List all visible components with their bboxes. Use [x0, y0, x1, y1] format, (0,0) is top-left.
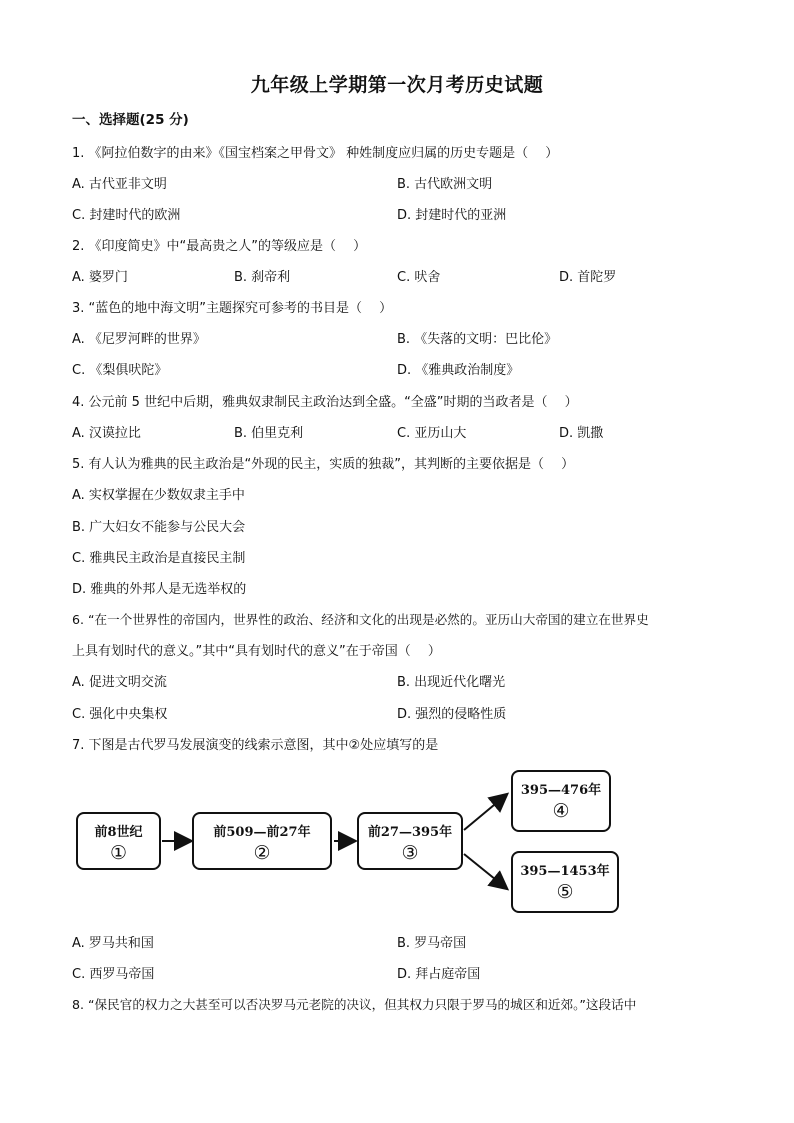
timeline-box-4: [511, 770, 611, 832]
q2-option-b: B. 刹帝利: [234, 270, 291, 285]
question-7-stem: 7. 下图是古代罗马发展演变的线索示意图，其中②处应填写的是: [72, 738, 439, 753]
q6-option-a: A. 促进文明交流: [72, 675, 167, 690]
q5-option-b: B. 广大妇女不能参与公民大会: [72, 520, 246, 535]
question-4-stem: 4. 公元前 5 世纪中后期，雅典奴隶制民主政治达到全盛。“全盛”时期的当政者是（ ）: [72, 395, 578, 410]
exam-title: 九年级上学期第一次月考历史试题: [250, 74, 544, 96]
arrow-3-to-5: [464, 854, 506, 888]
q7-option-a: A. 罗马共和国: [72, 936, 154, 951]
timeline-box-2: [192, 812, 332, 870]
timeline-box-1: [76, 812, 161, 870]
rome-timeline-diagram: [72, 762, 632, 922]
arrow-3-to-4: [464, 795, 506, 830]
box-5-time: 395—1453年: [520, 864, 610, 879]
q3-option-a: A. 《尼罗河畔的世界》: [72, 332, 206, 347]
q6-option-b: B. 出现近代化曙光: [397, 675, 506, 690]
q4-option-b: B. 伯里克利: [234, 426, 304, 441]
q5-option-a: A. 实权掌握在少数奴隶主手中: [72, 488, 245, 503]
box-2-time: 前509—前27年: [213, 825, 311, 840]
q1-option-b: B. 古代欧洲文明: [397, 177, 493, 192]
box-1-time: 前8世纪: [94, 825, 143, 840]
q3-option-d: D. 《雅典政治制度》: [397, 363, 520, 378]
question-8-stem: 8. “保民官的权力之大甚至可以否决罗马元老院的决议，但其权力只限于罗马的城区和近郊。”这段话中: [72, 997, 637, 1012]
timeline-box-5: [511, 851, 619, 913]
box-1-number: ①: [109, 842, 128, 864]
q1-option-a: A. 古代亚非文明: [72, 177, 167, 192]
q6-option-d: D. 强烈的侵略性质: [397, 707, 507, 722]
timeline-box-3: [357, 812, 463, 870]
q2-option-a: A. 婆罗门: [72, 270, 128, 285]
box-2-number: ②: [253, 842, 271, 864]
q7-option-d: D. 拜占庭帝国: [397, 967, 481, 982]
q3-option-c: C. 《梨俱吠陀》: [72, 363, 168, 378]
q2-option-c: C. 吠舍: [397, 270, 441, 285]
q5-option-c: C. 雅典民主政治是直接民主制: [72, 551, 246, 566]
question-1-stem: 1. 《阿拉伯数字的由来》《国宝档案之甲骨文》 种姓制度应归属的历史专题是（ ）: [72, 146, 559, 161]
q5-option-d: D. 雅典的外邦人是无选举权的: [72, 582, 247, 597]
question-6-stem-line-1: 6. “在一个世界性的帝国内，世界性的政治、经济和文化的出现是必然的。亚历山大帝国的建立在世界史: [72, 612, 649, 627]
q2-option-d: D. 首陀罗: [559, 270, 617, 285]
box-4-number: ④: [552, 800, 570, 822]
q7-option-c: C. 西罗马帝国: [72, 967, 155, 982]
q4-option-c: C. 亚历山大: [397, 426, 467, 441]
q3-option-b: B. 《失落的文明：巴比伦》: [397, 332, 558, 347]
q1-option-c: C. 封建时代的欧洲: [72, 208, 181, 223]
q4-option-d: D. 凯撒: [559, 426, 604, 441]
section-heading: 一、选择题(25 分): [72, 112, 189, 128]
question-3-stem: 3. “蓝色的地中海文明”主题探究可参考的书目是（ ）: [72, 301, 393, 316]
box-5-number: ⑤: [556, 881, 574, 903]
box-4-time: 395—476年: [520, 783, 602, 798]
question-5-stem: 5. 有人认为雅典的民主政治是“外现的民主，实质的独裁”，其判断的主要依据是（ ）: [72, 457, 575, 472]
box-3-number: ③: [401, 842, 419, 864]
box-3-time: 前27—395年: [367, 825, 453, 840]
q1-option-d: D. 封建时代的亚洲: [397, 208, 507, 223]
q7-option-b: B. 罗马帝国: [397, 936, 467, 951]
question-6-stem-line-2: 上具有划时代的意义。”其中“具有划时代的意义”在于帝国（ ）: [72, 644, 441, 659]
question-2-stem: 2. 《印度简史》中“最高贵之人”的等级应是（ ）: [72, 239, 367, 254]
q4-option-a: A. 汉谟拉比: [72, 426, 141, 441]
q6-option-c: C. 强化中央集权: [72, 707, 168, 722]
